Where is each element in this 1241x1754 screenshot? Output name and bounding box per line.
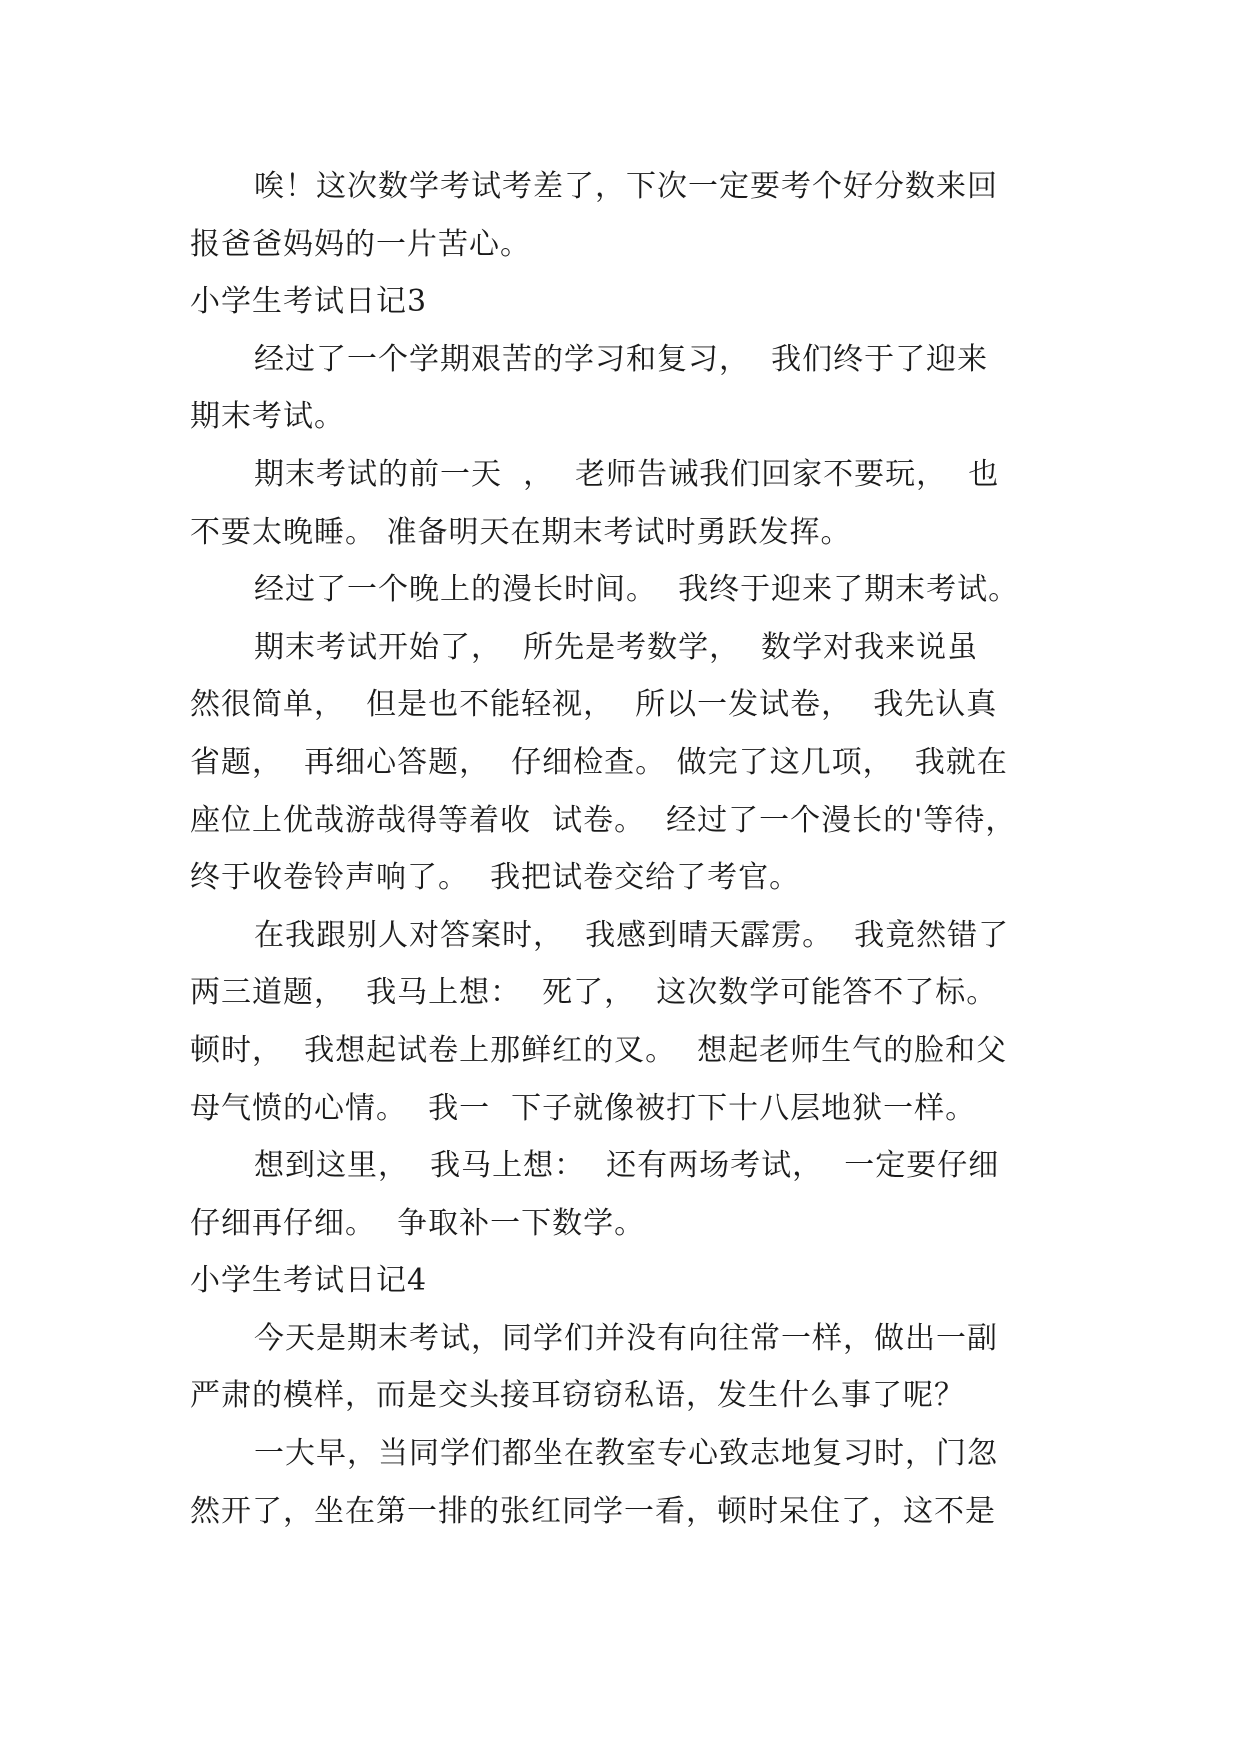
paragraph-line: 严肃的模样，而是交头接耳窃窃私语，发生什么事了呢？ (190, 1378, 965, 1414)
paragraph-line: 经过了一个晚上的漫长时间。 我终于迎来了期末考试。 (254, 572, 1020, 608)
document-body (190, 158, 1060, 1540)
paragraph-line: 期末考试开始了， 所先是考数学， 数学对我来说虽 (254, 629, 979, 665)
paragraph-line: 母气愤的心情。 我一 下子就像被打下十八层地狱一样。 (190, 1090, 977, 1126)
paragraph-line: 座位上优哉游哉得等着收 试卷。 经过了一个漫长的'等待， (190, 802, 1017, 838)
paragraph-line: 然很简单， 但是也不能轻视， 所以一发试卷， 我先认真 (190, 687, 998, 723)
section-heading: 小学生考试日记3 (190, 284, 428, 320)
paragraph-line: 经过了一个学期艰苦的学习和复习， 我们终于了迎来 (254, 341, 989, 377)
section-heading: 小学生考试日记4 (190, 1263, 428, 1299)
paragraph-line: 顿时， 我想起试卷上那鲜红的叉。 想起老师生气的脸和父 (190, 1032, 1008, 1068)
paragraph-line: 终于收卷铃声响了。 我把试卷交给了考官。 (190, 860, 801, 896)
paragraph-line: 期末考试的前一天 ， 老师告诫我们回家不要玩， 也 (254, 456, 1000, 492)
paragraph-line: 今天是期末考试，同学们并没有向往常一样，做出一副 (254, 1320, 998, 1356)
paragraph-line: 不要太晚睡。 准备明天在期末考试时勇跃发挥。 (190, 514, 852, 550)
paragraph-line: 然开了，坐在第一排的张红同学一看，顿时呆住了，这不是 (190, 1493, 996, 1529)
paragraph-line: 想到这里， 我马上想： 还有两场考试， 一定要仔细 (254, 1148, 1000, 1184)
paragraph-line: 仔细再仔细。 争取补一下数学。 (190, 1205, 646, 1241)
paragraph-line: 期末考试。 (190, 399, 345, 435)
paragraph-line: 报爸爸妈妈的一片苦心。 (190, 226, 531, 262)
paragraph-line: 唉！这次数学考试考差了，下次一定要考个好分数来回 (254, 169, 998, 204)
paragraph-line: 在我跟别人对答案时， 我感到晴天霹雳。 我竟然错了 (254, 917, 1010, 953)
paragraph-line: 两三道题， 我马上想： 死了， 这次数学可能答不了标。 (190, 975, 998, 1011)
paragraph-line: 省题， 再细心答题， 仔细检查。 做完了这几项， 我就在 (190, 744, 1008, 780)
paragraph-line: 一大早，当同学们都坐在教室专心致志地复习时，门忽 (254, 1436, 998, 1472)
